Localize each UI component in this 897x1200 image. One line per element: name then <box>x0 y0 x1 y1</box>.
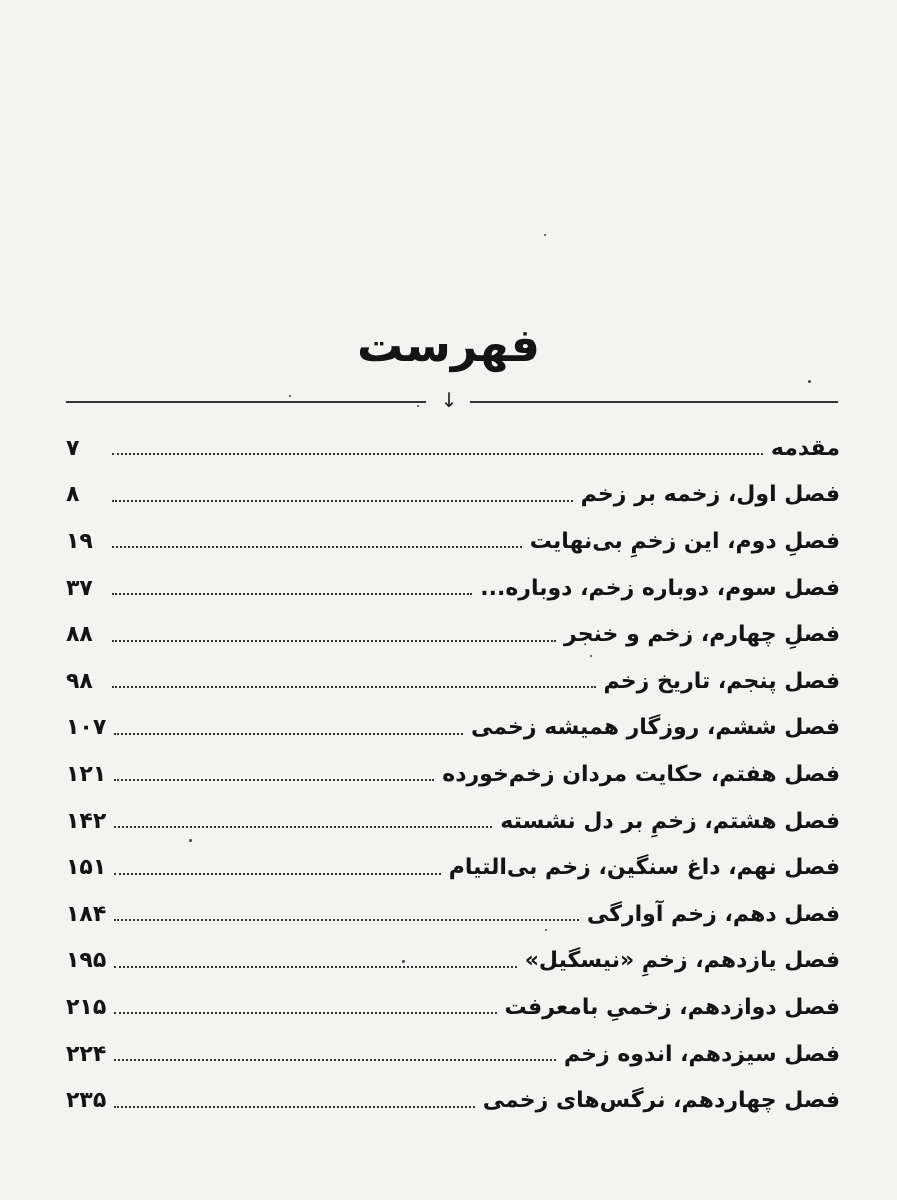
toc-entry-title: فصل ششم، روزگار همیشه زخمی <box>471 715 840 741</box>
toc-row-chapter-1 <box>66 472 840 519</box>
toc-page-number: ۸۸ <box>66 622 93 648</box>
toc-entry-title: فصل یازدهم، زخمِ «نیسگیل» <box>524 948 840 974</box>
toc-entry-title: فصل سیزدهم، اندوه زخم <box>563 1041 840 1067</box>
toc-page-number: ۲۲۴ <box>66 1041 107 1067</box>
toc-row-chapter-8 <box>66 798 840 845</box>
toc-row-chapter-7 <box>66 751 840 798</box>
toc-entry-title: مقدمه <box>770 435 840 461</box>
dot-leader <box>114 873 440 875</box>
page-title: فهرست <box>356 318 541 372</box>
toc-row-chapter-12 <box>66 984 840 1031</box>
dot-leader <box>114 826 492 828</box>
scan-speck <box>808 380 811 383</box>
dot-leader <box>112 453 763 455</box>
scan-speck <box>289 395 291 397</box>
scan-speck <box>590 655 592 657</box>
dot-leader <box>112 593 472 595</box>
scan-speck <box>402 960 405 963</box>
divider-right <box>470 401 838 403</box>
toc-entry-title: فصل نهم، داغ سنگین، زخم بی‌التیام <box>448 855 840 881</box>
toc-entry-title: فصل هشتم، زخمِ بر دل نشسته <box>500 808 840 834</box>
toc-page-number: ۱۴۲ <box>66 808 107 834</box>
dot-leader <box>114 779 434 781</box>
dot-leader <box>114 919 579 921</box>
toc-row-chapter-3 <box>66 565 840 612</box>
toc-entry-title: فصل پنجم، تاریخ زخم <box>603 668 840 694</box>
toc-entry-title: فصل دوازدهم، زخمیِ بامعرفت <box>504 994 840 1020</box>
toc-page-number: ۱۸۴ <box>66 901 107 927</box>
scan-speck <box>189 839 192 842</box>
toc-page-number: ۱۵۱ <box>66 855 107 881</box>
dot-leader <box>114 1106 475 1108</box>
table-of-contents <box>66 425 840 1124</box>
toc-entry-title: فصل اول، زخمه بر زخم <box>580 482 840 508</box>
toc-page-number: ۹۸ <box>66 668 93 694</box>
scan-speck <box>545 929 547 931</box>
toc-row-chapter-2 <box>66 518 840 565</box>
toc-row-chapter-4 <box>66 611 840 658</box>
dot-leader <box>112 500 573 502</box>
toc-entry-title: فصل سوم، دوباره زخم، دوباره... <box>480 575 840 601</box>
toc-entry-title: فصلِ چهارم، زخم و خنجر <box>564 622 840 648</box>
toc-entry-title: فصلِ دوم، این زخمِ بی‌نهایت <box>529 528 840 554</box>
toc-row-chapter-13 <box>66 1031 840 1078</box>
toc-page-number: ۲۳۵ <box>66 1088 107 1114</box>
toc-page-number: ۸ <box>66 482 80 508</box>
dot-leader <box>114 1012 496 1014</box>
toc-entry-title: فصل چهاردهم، نرگس‌های زخمی <box>482 1088 840 1114</box>
down-arrow-icon: ↓ <box>440 388 458 412</box>
toc-entry-title: فصل دهم، زخم آوارگی <box>586 901 840 927</box>
toc-page-number: ۱۲۱ <box>66 761 107 787</box>
toc-row-chapter-6 <box>66 705 840 752</box>
toc-row-chapter-11 <box>66 938 840 985</box>
toc-page-number: ۱۹ <box>66 528 93 554</box>
toc-entry-title: فصل هفتم، حکایت مردان زخم‌خورده <box>442 761 840 787</box>
dot-leader <box>112 546 522 548</box>
toc-page-number: ۳۷ <box>66 575 93 601</box>
toc-page-number: ۱۹۵ <box>66 948 107 974</box>
toc-page-number: ۷ <box>66 435 80 461</box>
dot-leader <box>112 640 556 642</box>
toc-row-chapter-14 <box>66 1077 840 1124</box>
toc-page-number: ۱۰۷ <box>66 715 107 741</box>
toc-row-chapter-10 <box>66 891 840 938</box>
toc-row-chapter-9 <box>66 844 840 891</box>
dot-leader <box>114 1059 556 1061</box>
scan-speck <box>544 234 546 236</box>
scan-speck <box>417 405 419 407</box>
dot-leader <box>112 686 596 688</box>
toc-row-chapter-5 <box>66 658 840 705</box>
toc-page-number: ۲۱۵ <box>66 994 107 1020</box>
divider-left <box>66 401 426 403</box>
dot-leader <box>114 733 463 735</box>
toc-row-introduction <box>66 425 840 472</box>
dot-leader <box>114 966 516 968</box>
